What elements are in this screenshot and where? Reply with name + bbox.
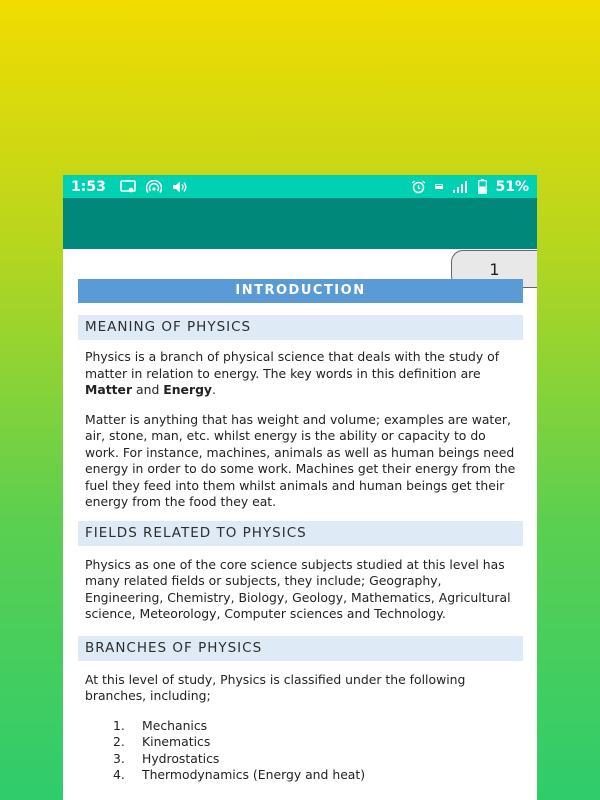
hotspot-icon [146,180,162,194]
list-number: 4. [113,767,125,782]
list-text: Thermodynamics (Energy and heat) [142,767,366,782]
phone-screen [63,175,537,800]
meaning-p1-end: . [212,382,216,397]
branches-paragraph: At this level of study, Physics is classified under the following branches, including; [85,671,466,703]
fields-paragraph: Physics as one of the core science subjects studied at this level has many related fields or subjects, they include; Geography, Engineering, Chemistry, Biology, Geology, Mathematics, Agricultural science, Meteorology, Computer sciences and Technology. [85,556,511,621]
page-number: 1 [489,259,500,279]
status-bar [63,175,537,198]
section-heading-meaning: MEANING OF PHYSICS [78,315,523,340]
list-item [113,734,523,751]
list-text: Mechanics [142,717,208,733]
signal-icon [452,180,470,194]
section-heading-fields: FIELDS RELATED TO PHYSICS [78,521,523,546]
energy-bold: Energy [163,382,213,397]
cast-icon [120,180,136,194]
status-time: 1:53 [71,178,106,195]
list-item [113,751,523,768]
list-number: 3. [113,750,125,766]
meaning-paragraph-2: Matter is anything that has weight and volume; examples are water, air, stone, man, etc. whilst energy is the ability or capacity to do work. For instance, machines, animals as well as human beings need energy in order to do some work. Machines get their energy from the fuel they feed into them whilst animals and human beings get their energy from the food they eat. [85,411,516,509]
list-number: 2. [113,734,125,749]
meaning-p1-and: and [132,382,164,397]
intro-heading: INTRODUCTION [78,279,523,303]
status-right-icons [411,179,529,195]
matter-bold: Matter [85,382,133,397]
list-text: Hydrostatics [142,750,220,766]
alarm-icon [411,180,426,194]
status-left-icons [120,180,188,194]
volume-icon [172,180,188,194]
list-number: 1. [113,717,125,733]
list-item [113,718,523,735]
list-text: Kinematics [142,734,211,749]
battery-icon [478,179,487,194]
app-bar [63,198,537,249]
section-heading-branches: BRANCHES OF PHYSICS [78,636,523,661]
meaning-paragraph-1 [78,349,523,399]
document-content [78,279,523,784]
battery-percent: 51% [495,178,529,195]
list-item [113,767,523,784]
meaning-p1-text: Physics is a branch of physical science that deals with the study of matter in relation to energy. The key words in this definition are [85,349,500,381]
branches-list [78,718,523,784]
notification-icon [434,180,444,194]
